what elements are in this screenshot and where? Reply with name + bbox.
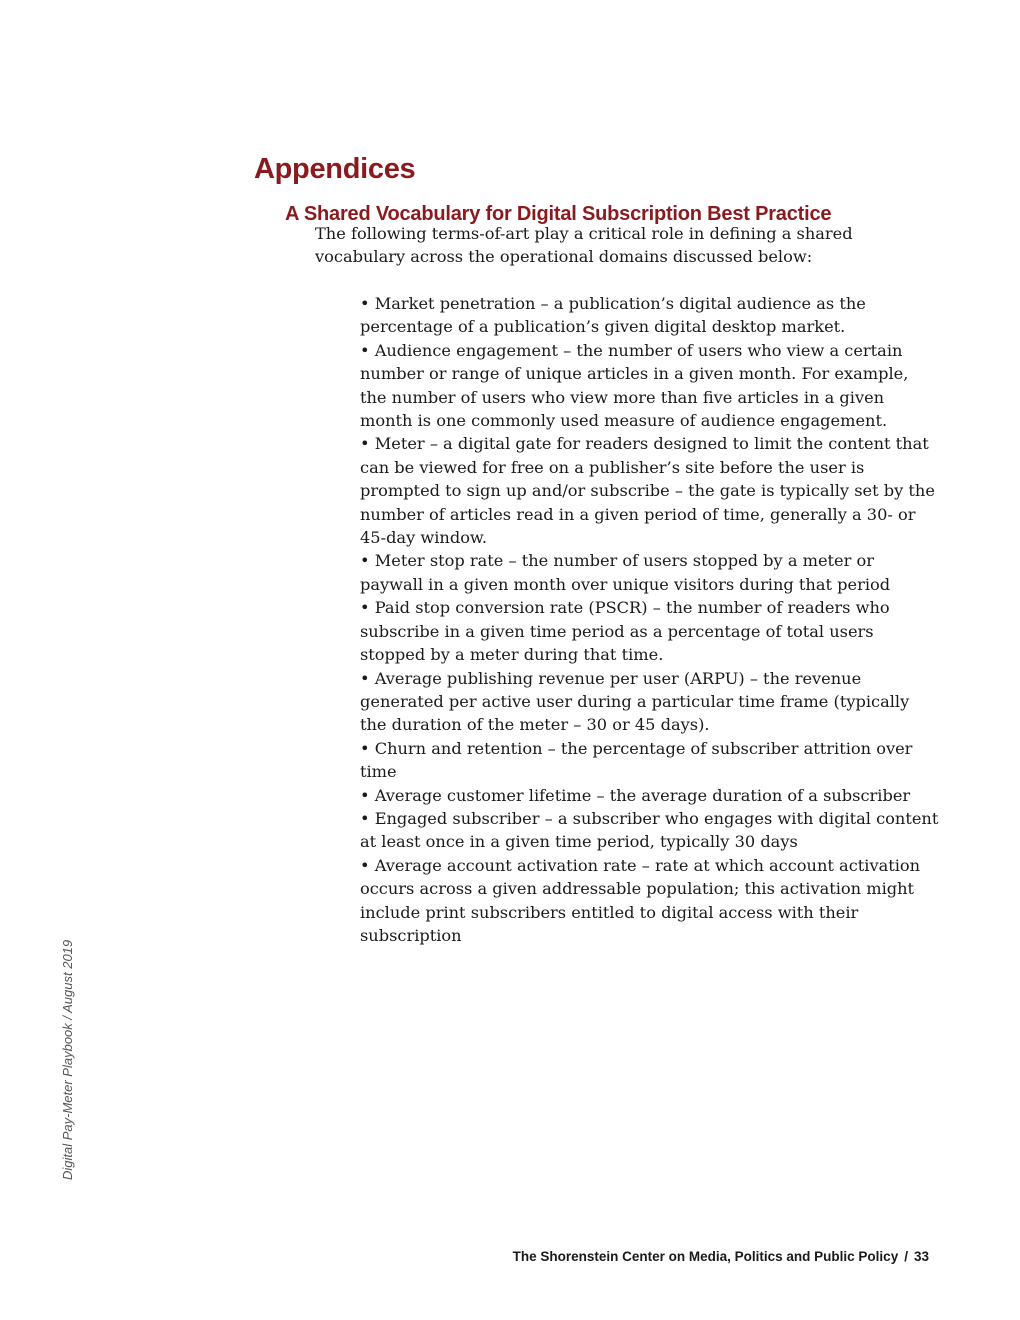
term-market-penetration: • Market penetration – a publication’s digital audience as the percentage of a publication’s given digital desktop market.: [360, 294, 866, 337]
intro-paragraph: The following terms-of-art play a critical role in defining a shared vocabulary across the operational domains discussed below:: [315, 224, 853, 267]
footer-organization: The Shorenstein Center on Media, Politics and Public Policy: [512, 1249, 899, 1264]
term-audience-engagement: • Audience engagement – the number of users who view a certain number or range of unique articles in a given month. For example, the number of users who view more than five articles in a given month is one commonly used measure of audience engagement.: [360, 340, 909, 431]
term-meter-stop-rate: • Meter stop rate – the number of users stopped by a meter or paywall in a given month over unique visitors during that period: [360, 551, 891, 594]
running-header-side: Digital Pay-Meter Playbook / August 2019: [60, 939, 75, 1180]
term-arpu: • Average publishing revenue per user (ARPU) – the revenue generated per active user during a particular time frame (typically the duration of the meter – 30 or 45 days).: [360, 668, 910, 735]
term-meter: • Meter – a digital gate for readers designed to limit the content that can be viewed for free on a publisher’s site before the user is prompted to sign up and/or subscribe – the gate is typically set by the number of articles read in a given period of time, generally a 30- or 45-day window.: [360, 434, 935, 548]
page-footer: [513, 1249, 929, 1264]
footer-separator: /: [904, 1249, 908, 1264]
term-engaged-subscriber: • Engaged subscriber – a subscriber who engages with digital content at least once in a given time period, typically 30 days: [360, 808, 939, 852]
page-number: 33: [913, 1249, 929, 1264]
vocabulary-list: [360, 292, 940, 947]
term-paid-stop-conversion-rate: • Paid stop conversion rate (PSCR) – the number of readers who subscribe in a given time period as a percentage of total users stopped by a meter during that time.: [360, 598, 890, 665]
term-customer-lifetime: • Average customer lifetime – the average duration of a subscriber: [360, 785, 911, 805]
page-title: Appendices: [254, 153, 416, 186]
term-churn-retention: • Churn and retention – the percentage of subscriber attrition over time: [360, 738, 913, 782]
term-account-activation-rate: • Average account activation rate – rate at which account activation occurs across a given addressable population; this activation might include print subscribers entitled to digital access with their subscription: [360, 855, 921, 945]
section-title: A Shared Vocabulary for Digital Subscription Best Practice: [285, 202, 832, 225]
